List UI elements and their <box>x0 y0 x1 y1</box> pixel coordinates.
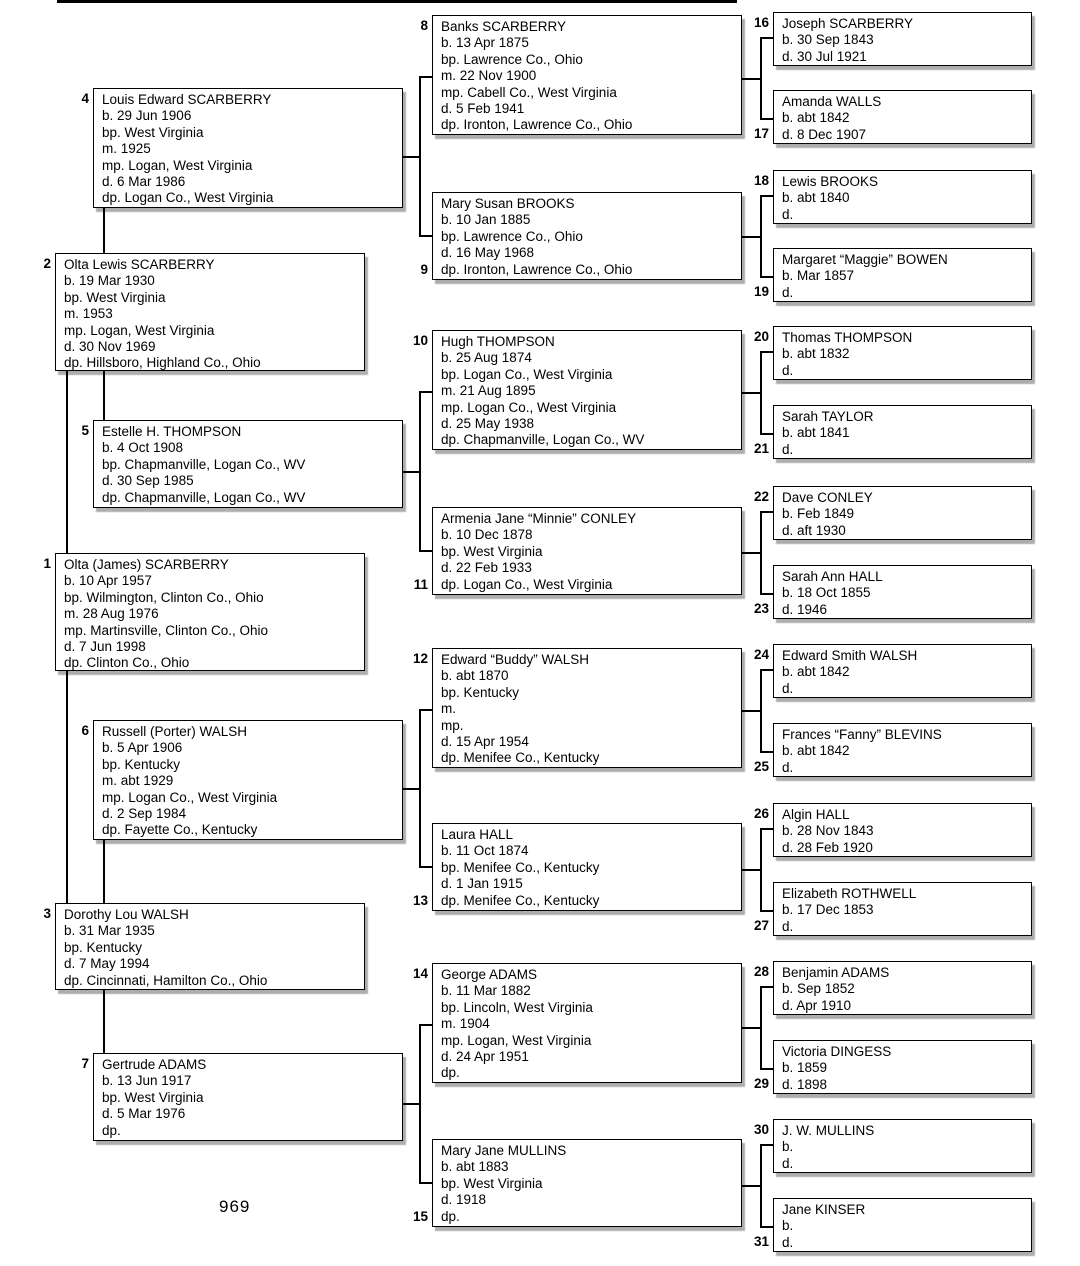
person-detail-line: dp. Hillsboro, Highland Co., Ohio <box>64 355 261 371</box>
person-detail-line: d. <box>782 441 794 457</box>
connector-child-line <box>403 471 421 473</box>
person-number: 11 <box>413 577 428 592</box>
person-name: Joseph SCARBERRY <box>782 16 914 31</box>
person-name: Sarah TAYLOR <box>782 409 874 424</box>
person-detail-line: mp. Logan Co., West Virginia <box>102 789 278 805</box>
connector-vertical-link <box>103 840 105 903</box>
person-name: Algin HALL <box>782 807 850 822</box>
person-detail-line: dp. <box>441 1065 460 1081</box>
person-detail-line: d. <box>782 680 794 696</box>
person-detail-line: m. 1925 <box>102 141 151 157</box>
person-detail-line: d. 6 Mar 1986 <box>102 174 186 190</box>
person-detail-line: dp. Ironton, Lawrence Co., Ohio <box>441 117 633 133</box>
person-detail-line: d. 30 Nov 1969 <box>64 339 156 355</box>
person-detail-line: d. <box>782 918 794 934</box>
person-detail-line: b. abt 1840 <box>782 190 850 206</box>
person-detail-line: m. 1904 <box>441 1016 490 1032</box>
person-number: 1 <box>43 556 51 571</box>
person-detail-line: b. 1859 <box>782 1060 828 1076</box>
person-detail-line: d. 1946 <box>782 601 828 617</box>
person-number: 13 <box>412 893 428 908</box>
connector-mother-stub <box>419 1182 432 1184</box>
person-name: Edward “Buddy” WALSH <box>441 652 590 667</box>
person-name: Frances “Fanny” BLEVINS <box>782 727 942 742</box>
person-number: 22 <box>753 489 769 504</box>
person-detail-line: d. 7 May 1994 <box>64 956 150 972</box>
person-detail-line: b. <box>782 1218 794 1234</box>
connector-child-line <box>742 869 762 871</box>
person-name: Dave CONLEY <box>782 490 873 505</box>
connector-mother-stub <box>760 1068 773 1070</box>
person-box-24 <box>753 644 1032 698</box>
person-detail-line: b. 10 Dec 1878 <box>441 527 533 543</box>
connector-mother-stub <box>760 433 773 435</box>
person-detail-line: d. aft 1930 <box>782 522 846 538</box>
person-name: Banks SCARBERRY <box>441 19 567 34</box>
person-detail-line: b. 4 Oct 1908 <box>102 440 184 456</box>
person-name: Thomas THOMPSON <box>782 330 913 345</box>
person-detail-line: bp. Wilmington, Clinton Co., Ohio <box>64 589 264 605</box>
person-detail-line: m. 1953 <box>64 306 113 322</box>
person-number: 15 <box>412 1209 428 1224</box>
person-detail-line: b. 18 Oct 1855 <box>782 585 871 601</box>
person-name: Margaret “Maggie” BOWEN <box>782 252 948 267</box>
person-detail-line: d. 7 Jun 1998 <box>64 639 146 655</box>
person-detail-line: d. 16 May 1968 <box>441 245 535 261</box>
person-detail-line: d. <box>782 206 794 222</box>
person-box-21 <box>753 405 1032 459</box>
person-detail-line: b. 11 Oct 1874 <box>441 843 529 859</box>
person-box-11 <box>413 507 742 595</box>
person-detail-line: mp. Martinsville, Clinton Co., Ohio <box>64 622 269 638</box>
person-detail-line: b. 10 Jan 1885 <box>441 212 531 228</box>
person-number: 6 <box>81 723 89 738</box>
person-detail-line: b. <box>782 1139 794 1155</box>
person-detail-line: dp. Chapmanville, Logan Co., WV <box>441 432 645 448</box>
person-name: Lewis BROOKS <box>782 174 879 189</box>
person-detail-line: bp. Menifee Co., Kentucky <box>441 859 600 875</box>
connector-child-line <box>403 156 421 158</box>
person-detail-line: d. 2 Sep 1984 <box>102 806 187 822</box>
person-number: 28 <box>753 964 769 979</box>
person-detail-line: bp. Lawrence Co., Ohio <box>441 228 583 244</box>
person-number: 24 <box>753 647 769 662</box>
connector-child-line <box>742 710 762 712</box>
connector-child-line <box>403 1103 421 1105</box>
person-detail-line: d. 22 Feb 1933 <box>441 560 532 576</box>
connector-vertical-link <box>66 371 68 553</box>
person-box-2 <box>43 253 365 371</box>
person-box-18 <box>753 170 1032 224</box>
connector-father-stub <box>760 986 773 988</box>
person-number: 23 <box>753 601 769 616</box>
connector-mother-stub <box>760 118 773 120</box>
person-detail-line: bp. West Virginia <box>441 543 543 559</box>
person-detail-line: d. <box>782 1234 794 1250</box>
person-number: 14 <box>412 966 428 981</box>
connector-father-stub <box>760 351 773 353</box>
person-name: Russell (Porter) WALSH <box>102 724 248 739</box>
page-number: 969 <box>219 1197 251 1216</box>
person-detail-line: dp. Menifee Co., Kentucky <box>441 892 600 908</box>
person-name: Dorothy Lou WALSH <box>64 907 189 922</box>
person-detail-line: m. abt 1929 <box>102 773 174 789</box>
person-detail-line: d. 1 Jan 1915 <box>441 876 523 892</box>
person-box-9 <box>420 192 742 280</box>
person-name: Estelle H. THOMPSON <box>102 424 242 439</box>
person-name: George ADAMS <box>441 967 538 982</box>
person-detail-line: bp. Kentucky <box>64 939 143 955</box>
person-detail-line: m. 22 Nov 1900 <box>441 68 537 84</box>
person-detail-line: dp. <box>102 1122 121 1138</box>
person-detail-line: bp. Kentucky <box>102 756 181 772</box>
person-detail-line: dp. Clinton Co., Ohio <box>64 655 190 671</box>
person-detail-line: d. 25 May 1938 <box>441 416 535 432</box>
person-number: 25 <box>753 759 769 774</box>
person-detail-line: d. 15 Apr 1954 <box>441 734 529 750</box>
connector-child-line <box>742 236 762 238</box>
person-detail-line: b. 13 Jun 1917 <box>102 1073 192 1089</box>
connector-vertical-link <box>103 208 105 253</box>
person-box-27 <box>753 882 1032 936</box>
person-box-17 <box>753 90 1032 144</box>
person-box-25 <box>753 723 1032 777</box>
person-detail-line: d. 30 Sep 1985 <box>102 473 194 489</box>
person-box-23 <box>753 565 1032 619</box>
person-name: Laura HALL <box>441 827 514 842</box>
person-detail-line: b. 11 Mar 1882 <box>441 983 531 999</box>
person-number: 10 <box>412 333 428 348</box>
person-detail-line: d. <box>782 759 794 775</box>
person-detail-line: b. 19 Mar 1930 <box>64 273 155 289</box>
person-detail-line: b. 10 Apr 1957 <box>64 573 152 589</box>
person-number: 9 <box>420 262 428 277</box>
person-detail-line: mp. Logan Co., West Virginia <box>441 399 617 415</box>
person-number: 27 <box>753 918 769 933</box>
person-detail-line: m. 21 Aug 1895 <box>441 383 536 399</box>
person-box-7 <box>81 1053 403 1141</box>
person-box-16 <box>753 12 1032 66</box>
person-detail-line: dp. Menifee Co., Kentucky <box>441 750 600 766</box>
person-detail-line: b. abt 1842 <box>782 110 850 126</box>
connector-mother-stub <box>760 751 773 753</box>
connector-vertical-link <box>103 371 105 420</box>
person-detail-line: d. Apr 1910 <box>782 997 852 1013</box>
person-box-22 <box>753 486 1032 540</box>
person-detail-line: b. 5 Apr 1906 <box>102 740 183 756</box>
person-detail-line: m. 28 Aug 1976 <box>64 606 159 622</box>
connector-father-stub <box>419 76 432 78</box>
person-name: Sarah Ann HALL <box>782 569 883 584</box>
connector-mother-stub <box>419 235 432 237</box>
person-name: Armenia Jane “Minnie” CONLEY <box>441 511 637 526</box>
person-detail-line: d. 8 Dec 1907 <box>782 126 867 142</box>
connector-child-line <box>403 788 421 790</box>
connector-father-stub <box>419 391 432 393</box>
person-detail-line: b. 13 Apr 1875 <box>441 35 529 51</box>
person-detail-line: d. 24 Apr 1951 <box>441 1049 529 1065</box>
person-detail-line: d. 5 Mar 1976 <box>102 1106 186 1122</box>
connector-father-stub <box>419 1024 432 1026</box>
connector-child-line <box>742 392 762 394</box>
person-detail-line: d. 28 Feb 1920 <box>782 839 873 855</box>
person-detail-line: bp. West Virginia <box>441 1175 543 1191</box>
person-number: 16 <box>753 15 769 30</box>
connector-vertical-link <box>103 990 105 1053</box>
top-edge-rule <box>57 0 737 3</box>
person-box-31 <box>753 1198 1032 1252</box>
person-number: 29 <box>753 1076 769 1091</box>
person-detail-line: bp. Kentucky <box>441 684 520 700</box>
person-name: Mary Jane MULLINS <box>441 1143 567 1158</box>
person-number: 17 <box>753 126 769 141</box>
person-number: 4 <box>81 91 89 106</box>
person-number: 8 <box>420 18 428 33</box>
person-name: Victoria DINGESS <box>782 1044 892 1059</box>
person-detail-line: d. <box>782 362 794 378</box>
person-detail-line: mp. Logan, West Virginia <box>102 157 253 173</box>
person-detail-line: b. abt 1842 <box>782 664 850 680</box>
person-detail-line: d. 5 Feb 1941 <box>441 101 525 117</box>
person-number: 31 <box>753 1234 769 1249</box>
person-box-5 <box>81 420 403 508</box>
person-name: Elizabeth ROTHWELL <box>782 886 917 901</box>
person-name: J. W. MULLINS <box>782 1123 875 1138</box>
person-detail-line: dp. Fayette Co., Kentucky <box>102 822 258 838</box>
person-number: 21 <box>753 441 769 456</box>
connector-mother-stub <box>419 550 432 552</box>
person-detail-line: b. 31 Mar 1935 <box>64 923 155 939</box>
person-detail-line: b. abt 1870 <box>441 668 509 684</box>
person-number: 30 <box>753 1122 769 1137</box>
person-number: 19 <box>753 284 769 299</box>
person-detail-line: d. 1918 <box>441 1192 487 1208</box>
connector-father-stub <box>760 669 773 671</box>
person-detail-line: b. abt 1883 <box>441 1159 509 1175</box>
connector-father-stub <box>760 828 773 830</box>
person-box-3 <box>43 903 365 990</box>
person-detail-line: mp. Cabell Co., West Virginia <box>441 84 617 100</box>
person-detail-line: bp. West Virginia <box>102 1089 204 1105</box>
person-detail-line: b. Feb 1849 <box>782 506 855 522</box>
connector-child-line <box>742 1027 762 1029</box>
connector-father-stub <box>760 511 773 513</box>
person-name: Gertrude ADAMS <box>102 1057 207 1072</box>
person-detail-line: b. Sep 1852 <box>782 981 855 997</box>
person-box-26 <box>753 803 1032 857</box>
person-box-15 <box>412 1139 742 1227</box>
person-detail-line: b. abt 1841 <box>782 425 850 441</box>
connector-mother-stub <box>760 276 773 278</box>
person-detail-line: b. Mar 1857 <box>782 268 855 284</box>
person-detail-line: b. 29 Jun 1906 <box>102 108 192 124</box>
connector-child-line <box>742 1185 762 1187</box>
person-number: 5 <box>81 423 89 438</box>
person-name: Olta (James) SCARBERRY <box>64 557 229 572</box>
person-detail-line: dp. Cincinnati, Hamilton Co., Ohio <box>64 972 268 988</box>
person-number: 26 <box>753 806 769 821</box>
connector-vertical-link <box>66 671 68 903</box>
person-name: Amanda WALLS <box>782 94 882 109</box>
person-box-19 <box>753 248 1032 302</box>
person-box-30 <box>753 1119 1032 1173</box>
person-detail-line: d. <box>782 1155 794 1171</box>
person-detail-line: dp. Logan Co., West Virginia <box>102 190 274 206</box>
person-detail-line: b. 30 Sep 1843 <box>782 32 874 48</box>
person-detail-line: dp. <box>441 1208 460 1224</box>
person-box-1 <box>43 553 365 671</box>
person-detail-line: b. 17 Dec 1853 <box>782 902 874 918</box>
person-detail-line: mp. <box>441 717 464 733</box>
person-detail-line: bp. Lincoln, West Virginia <box>441 999 593 1015</box>
person-box-6 <box>81 720 403 840</box>
person-number: 18 <box>753 173 769 188</box>
connector-father-stub <box>760 1144 773 1146</box>
person-name: Edward Smith WALSH <box>782 648 918 663</box>
person-number: 3 <box>43 906 51 921</box>
person-box-4 <box>81 88 403 208</box>
person-detail-line: b. abt 1842 <box>782 743 850 759</box>
connector-father-stub <box>760 195 773 197</box>
person-box-14 <box>412 963 742 1083</box>
person-detail-line: d. 30 Jul 1921 <box>782 48 867 64</box>
person-name: Louis Edward SCARBERRY <box>102 92 272 107</box>
connector-mother-stub <box>760 910 773 912</box>
connector-mother-stub <box>760 1226 773 1228</box>
person-name: Benjamin ADAMS <box>782 965 890 980</box>
connector-child-line <box>742 78 762 80</box>
connector-mother-stub <box>419 866 432 868</box>
person-box-29 <box>753 1040 1032 1094</box>
person-detail-line: b. abt 1832 <box>782 346 850 362</box>
person-name: Olta Lewis SCARBERRY <box>64 257 215 272</box>
person-detail-line: bp. Lawrence Co., Ohio <box>441 51 583 67</box>
person-detail-line: bp. West Virginia <box>102 124 204 140</box>
person-detail-line: mp. Logan, West Virginia <box>64 322 215 338</box>
person-detail-line: m. <box>441 701 456 717</box>
person-box-28 <box>753 961 1032 1015</box>
person-detail-line: dp. Chapmanville, Logan Co., WV <box>102 489 306 505</box>
person-box-20 <box>753 326 1032 380</box>
person-detail-line: bp. Logan Co., West Virginia <box>441 366 613 382</box>
person-number: 2 <box>43 256 51 271</box>
person-box-8 <box>420 15 742 135</box>
person-name: Jane KINSER <box>782 1202 866 1217</box>
person-detail-line: bp. West Virginia <box>64 289 166 305</box>
connector-child-line <box>742 552 762 554</box>
person-box-10 <box>412 330 742 450</box>
person-detail-line: d. <box>782 284 794 300</box>
person-name: Hugh THOMPSON <box>441 334 555 349</box>
connector-father-stub <box>419 709 432 711</box>
person-detail-line: dp. Ironton, Lawrence Co., Ohio <box>441 261 633 277</box>
person-detail-line: bp. Chapmanville, Logan Co., WV <box>102 456 306 472</box>
person-box-12 <box>412 648 742 768</box>
connector-father-stub <box>760 37 773 39</box>
person-number: 7 <box>81 1056 89 1071</box>
person-detail-line: mp. Logan, West Virginia <box>441 1032 592 1048</box>
person-number: 20 <box>753 329 769 344</box>
person-detail-line: b. 25 Aug 1874 <box>441 350 532 366</box>
person-detail-line: d. 1898 <box>782 1076 828 1092</box>
person-box-13 <box>412 823 742 911</box>
person-detail-line: b. 28 Nov 1843 <box>782 823 874 839</box>
person-number: 12 <box>412 651 428 666</box>
person-name: Mary Susan BROOKS <box>441 196 575 211</box>
person-detail-line: dp. Logan Co., West Virginia <box>441 576 613 592</box>
connector-mother-stub <box>760 593 773 595</box>
